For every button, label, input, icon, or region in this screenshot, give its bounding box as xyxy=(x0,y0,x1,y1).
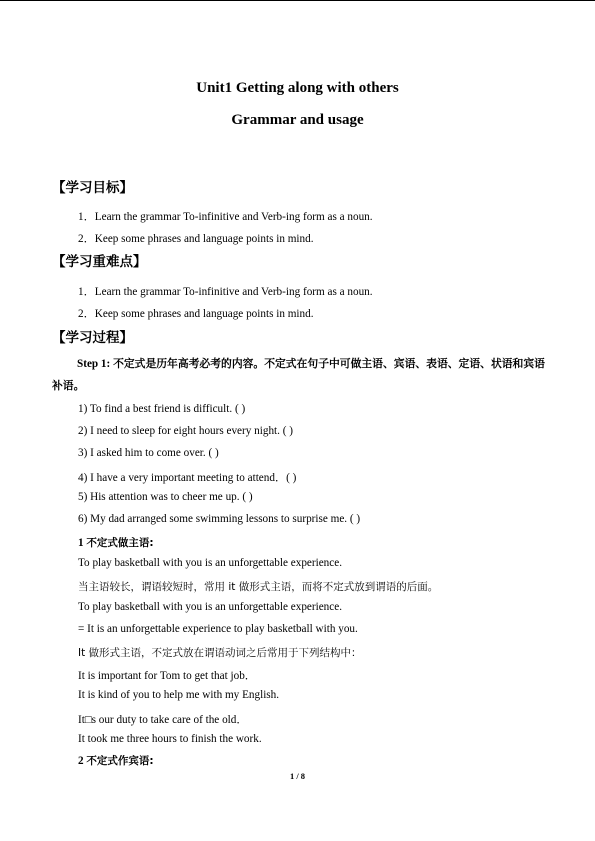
subsection-number: 2 xyxy=(78,755,87,767)
example-line: It took me three hours to finish the work. xyxy=(78,733,262,745)
subsection-heading-object xyxy=(78,753,154,768)
example-line: It□s our duty to take care of the old． xyxy=(78,714,248,726)
exercise-item: 5) His attention was to cheer me up. ( ) xyxy=(78,491,253,503)
step-1-text: 不定式是历年高考必考的内容。不定式在句子中可做主语、宾语、表语、定语、状语和宾语补语。 xyxy=(52,357,545,392)
exercise-item: 2) I need to sleep for eight hours every night. ( ) xyxy=(78,425,293,437)
example-line: It is important for Tom to get that job． xyxy=(78,670,256,682)
page-number: 1 / 8 xyxy=(289,771,306,781)
exercise-item: 3) I asked him to come over. ( ) xyxy=(78,447,219,459)
exercise-item: 1) To find a best friend is difficult. ( ) xyxy=(78,403,246,415)
explanation-line: It 做形式主语，不定式放在谓语动词之后常用于下列结构中： xyxy=(78,647,362,659)
objective-item: 2．Keep some phrases and language points in mind. xyxy=(78,233,314,245)
step-1-paragraph xyxy=(52,353,552,397)
subsection-title: 不定式做主语: xyxy=(86,537,154,549)
objective-item: 1．Learn the grammar To-infinitive and Verb-ing form as a noun. xyxy=(78,211,373,223)
example-line: = It is an unforgettable experience to play basketball with you. xyxy=(78,623,358,635)
subsection-title: 不定式作宾语: xyxy=(86,755,154,767)
subsection-number: 1 xyxy=(78,537,87,549)
example-line: To play basketball with you is an unforgettable experience. xyxy=(78,557,343,569)
key-point-item: 2．Keep some phrases and language points in mind. xyxy=(78,308,314,320)
subsection-heading-subject xyxy=(78,535,154,550)
step-1-label: Step 1: xyxy=(77,358,114,370)
exercise-item: 6) My dad arranged some swimming lessons to surprise me. ( ) xyxy=(78,513,361,525)
document-subtitle: Grammar and usage xyxy=(231,112,364,128)
document-title: Unit1 Getting along with others xyxy=(196,80,399,96)
key-point-item: 1．Learn the grammar To-infinitive and Verb-ing form as a noun. xyxy=(78,286,373,298)
section-heading-process: 【学习过程】 xyxy=(52,330,133,346)
exercise-item: 4) I have a very important meeting to attend．( ) xyxy=(78,472,297,484)
section-heading-objectives: 【学习目标】 xyxy=(52,180,133,196)
explanation-line: 当主语较长，谓语较短时，常用 it 做形式主语，而将不定式放到谓语的后面。 xyxy=(78,581,439,593)
section-heading-key-points: 【学习重难点】 xyxy=(52,254,147,270)
top-rule xyxy=(0,0,595,1)
example-line: It is kind of you to help me with my English. xyxy=(78,689,280,701)
example-line: To play basketball with you is an unforgettable experience. xyxy=(78,601,343,613)
